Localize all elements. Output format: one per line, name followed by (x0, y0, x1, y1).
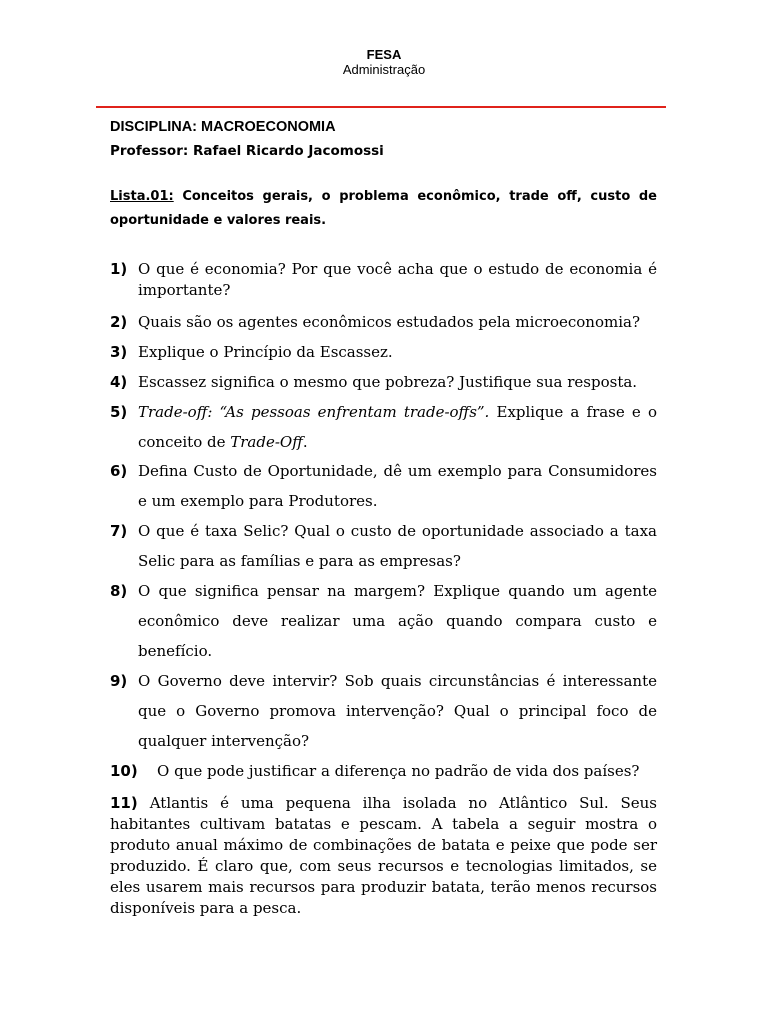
question-number: 10) (110, 762, 138, 780)
professor-name: Professor: Rafael Ricardo Jacomossi (110, 143, 384, 159)
question-italic-lead: Trade-off: “As pessoas enfrentam trade-offs”. (138, 403, 490, 421)
question-9 (110, 666, 657, 756)
question-text: O que pode justificar a diferença no padrão de vida dos países? (157, 762, 640, 780)
question-number: 9) (110, 672, 128, 690)
question-6 (110, 456, 657, 516)
question-2 (110, 312, 657, 333)
question-text (138, 397, 657, 457)
question-text: O que significa pensar na margem? Explique quando um agente econômico deve realizar uma ação quando compara custo e benefício. (138, 582, 657, 660)
course-name: Administração (342, 62, 426, 77)
question-number: 4) (110, 373, 128, 391)
list-heading (110, 185, 657, 233)
question-text-end: . (302, 433, 308, 451)
question-text: Atlantis é uma pequena ilha isolada no Atlântico Sul. Seus habitantes cultivam batatas e pescam. A tabela a seguir mostra o produto anual máximo de combinações de batata e peixe que pode ser produzido. É claro que, com seus recursos e tecnologias limitados, se eles usarem mais recursos para produzir batata, terão menos recursos disponíveis para a pesca. (110, 794, 657, 917)
question-text: Explique o Princípio da Escassez. (138, 343, 393, 361)
question-text: O que é taxa Selic? Qual o custo de oportunidade associado a taxa Selic para as famílias e para as empresas? (138, 522, 657, 570)
question-text: O que é economia? Por que você acha que o estudo de economia é importante? (138, 260, 657, 299)
question-text: Escassez significa o mesmo que pobreza? Justifique sua resposta. (138, 373, 638, 391)
question-7 (110, 516, 657, 576)
list-title: Conceitos gerais, o problema econômico, trade off, custo de oportunidade e valores reais. (110, 189, 657, 228)
question-number: 11) (110, 794, 138, 812)
question-1 (110, 259, 657, 301)
institution-name: FESA (366, 47, 402, 62)
question-5 (110, 402, 657, 457)
question-text: Quais são os agentes econômicos estudados pela microeconomia? (138, 313, 640, 331)
header-divider (96, 106, 666, 108)
question-number: 8) (110, 582, 128, 600)
question-number: 5) (110, 403, 128, 421)
question-10 (110, 756, 657, 786)
question-4 (110, 372, 657, 393)
question-italic-term: Trade-Off (230, 433, 303, 451)
question-number: 7) (110, 522, 128, 540)
list-label: Lista.01: (110, 189, 174, 204)
question-3 (110, 342, 657, 363)
question-text-mid: Explique a frase e o conceito de (138, 403, 657, 451)
document-header (0, 47, 768, 77)
discipline-title: DISCIPLINA: MACROECONOMIA (110, 119, 336, 135)
question-number: 6) (110, 462, 128, 480)
question-number: 3) (110, 343, 128, 361)
question-number: 1) (110, 260, 128, 278)
question-11 (110, 793, 657, 919)
question-text: O Governo deve intervir? Sob quais circunstâncias é interessante que o Governo promova intervenção? Qual o principal foco de qualquer intervenção? (138, 672, 657, 750)
question-8 (110, 576, 657, 666)
question-number: 2) (110, 313, 128, 331)
question-text: Defina Custo de Oportunidade, dê um exemplo para Consumidores e um exemplo para Produtores. (138, 462, 657, 510)
